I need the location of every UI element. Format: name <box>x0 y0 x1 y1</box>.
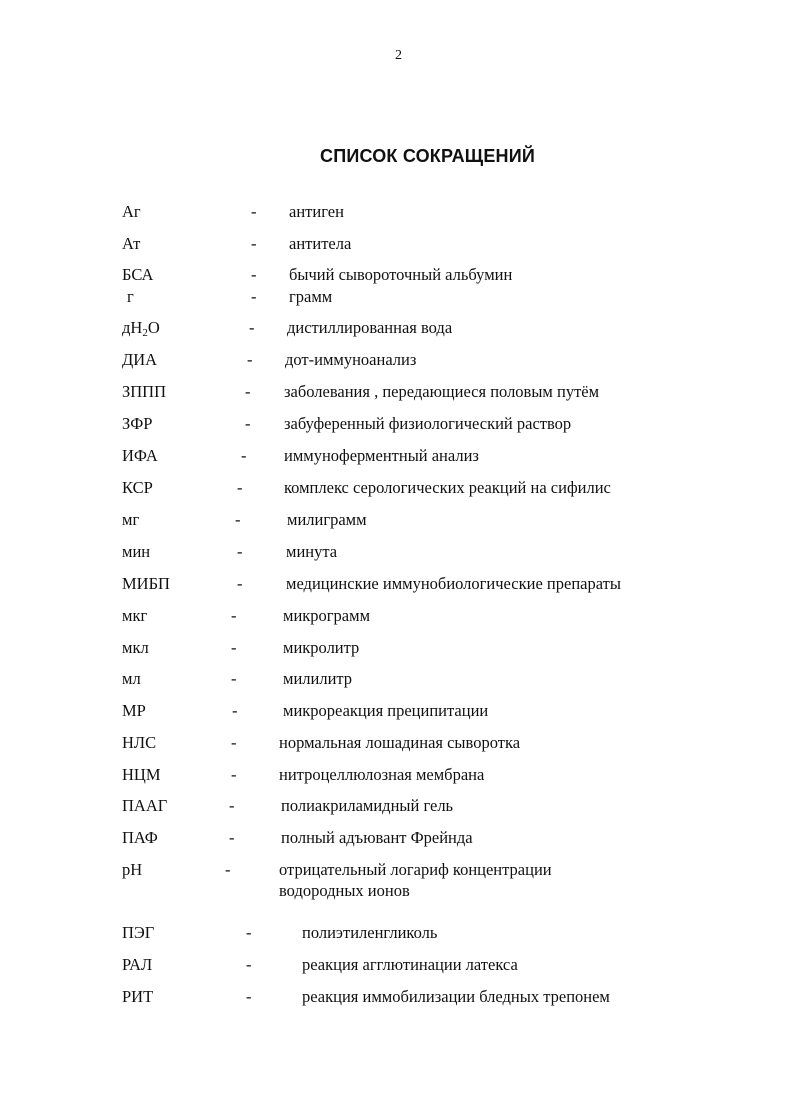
abbreviation: ЗФР <box>122 414 153 433</box>
abbreviation: мин <box>122 542 151 561</box>
definition: реакция агглютинации латекса <box>302 955 518 974</box>
dash: - <box>237 574 243 593</box>
dash: - <box>241 446 247 465</box>
dash: - <box>232 701 238 720</box>
abbreviation <box>122 317 160 344</box>
abbreviation-main: дН <box>122 318 143 337</box>
definition: микролитр <box>283 638 360 657</box>
abbreviation: КСР <box>122 478 153 497</box>
abbreviation: мл <box>122 669 141 688</box>
dash: - <box>249 318 255 337</box>
definition: реакция иммобилизации бледных трепонем <box>302 987 610 1006</box>
definition: минута <box>286 542 338 561</box>
dash: - <box>251 234 257 253</box>
dash: - <box>231 765 237 784</box>
abbreviation-tail: О <box>147 318 160 337</box>
definition: милилитр <box>283 669 353 688</box>
dash: - <box>247 350 253 369</box>
abbreviation: РАЛ <box>122 955 153 974</box>
abbreviation: ПААГ <box>122 796 168 815</box>
dash: - <box>231 606 237 625</box>
definition: отрицательный логариф концентрации <box>279 860 552 879</box>
definition: комплекс серологических реакций на сифилис <box>284 478 611 497</box>
definition: дистиллированная вода <box>287 318 453 337</box>
abbreviation: ПАФ <box>122 828 158 847</box>
abbreviation: ЗППП <box>122 382 167 401</box>
abbreviation: ИФА <box>122 446 158 465</box>
dash: - <box>229 796 235 815</box>
page-title: СПИСОК СОКРАЩЕНИЙ <box>320 146 535 166</box>
dash: - <box>237 478 243 497</box>
dash: - <box>246 923 252 942</box>
definition: грамм <box>289 287 333 306</box>
dash: - <box>246 955 252 974</box>
abbreviation: ДИА <box>122 350 158 369</box>
abbreviation: РИТ <box>122 987 154 1006</box>
dash: - <box>251 265 257 284</box>
abbreviation: ПЭГ <box>122 923 155 942</box>
abbreviation: МИБП <box>122 574 170 593</box>
definition: микрограмм <box>283 606 371 625</box>
definition: иммуноферментный анализ <box>284 446 479 465</box>
definition: антиген <box>289 202 344 221</box>
dash: - <box>231 733 237 752</box>
dash: - <box>231 638 237 657</box>
page-number: 2 <box>395 48 402 63</box>
definition: микрореакция преципитации <box>283 701 489 720</box>
dash: - <box>245 382 251 401</box>
abbreviation: Ат <box>122 234 141 253</box>
abbreviation-subscript: 2 <box>142 327 148 339</box>
abbreviation: мг <box>122 510 140 529</box>
abbreviation: мкг <box>122 606 148 625</box>
dash: - <box>225 860 231 879</box>
dash: - <box>237 542 243 561</box>
dash: - <box>246 987 252 1006</box>
definition: заболевания , передающиеся половым путём <box>284 382 600 401</box>
dash: - <box>245 414 251 433</box>
definition: антитела <box>289 234 352 253</box>
dash: - <box>235 510 241 529</box>
definition: медицинские иммунобиологические препараты <box>286 574 621 593</box>
abbreviation: НЛС <box>122 733 157 752</box>
definition: нитроцеллюлозная мембрана <box>279 765 485 784</box>
abbreviation: НЦМ <box>122 765 161 784</box>
dash: - <box>229 828 235 847</box>
definition: полиакриламидный гель <box>281 796 454 815</box>
abbreviation: МР <box>122 701 146 720</box>
dash: - <box>251 202 257 221</box>
definition: бычий сывороточный альбумин <box>289 265 513 284</box>
definition: забуференный физиологический раствор <box>284 414 572 433</box>
dash: - <box>251 287 257 306</box>
definition: нормальная лошадиная сыворотка <box>279 733 521 752</box>
definition: милиграмм <box>287 510 367 529</box>
definition: дот-иммуноанализ <box>285 350 417 369</box>
abbreviation: Аг <box>122 202 141 221</box>
abbreviation: БСА <box>122 265 154 284</box>
definition: полный адъювант Фрейнда <box>281 828 473 847</box>
definition-continuation: водородных ионов <box>279 881 410 900</box>
abbreviation: г <box>127 287 134 306</box>
dash: - <box>231 669 237 688</box>
abbreviation: pH <box>122 860 143 879</box>
definition: полиэтиленгликоль <box>302 923 438 942</box>
abbreviation: мкл <box>122 638 149 657</box>
